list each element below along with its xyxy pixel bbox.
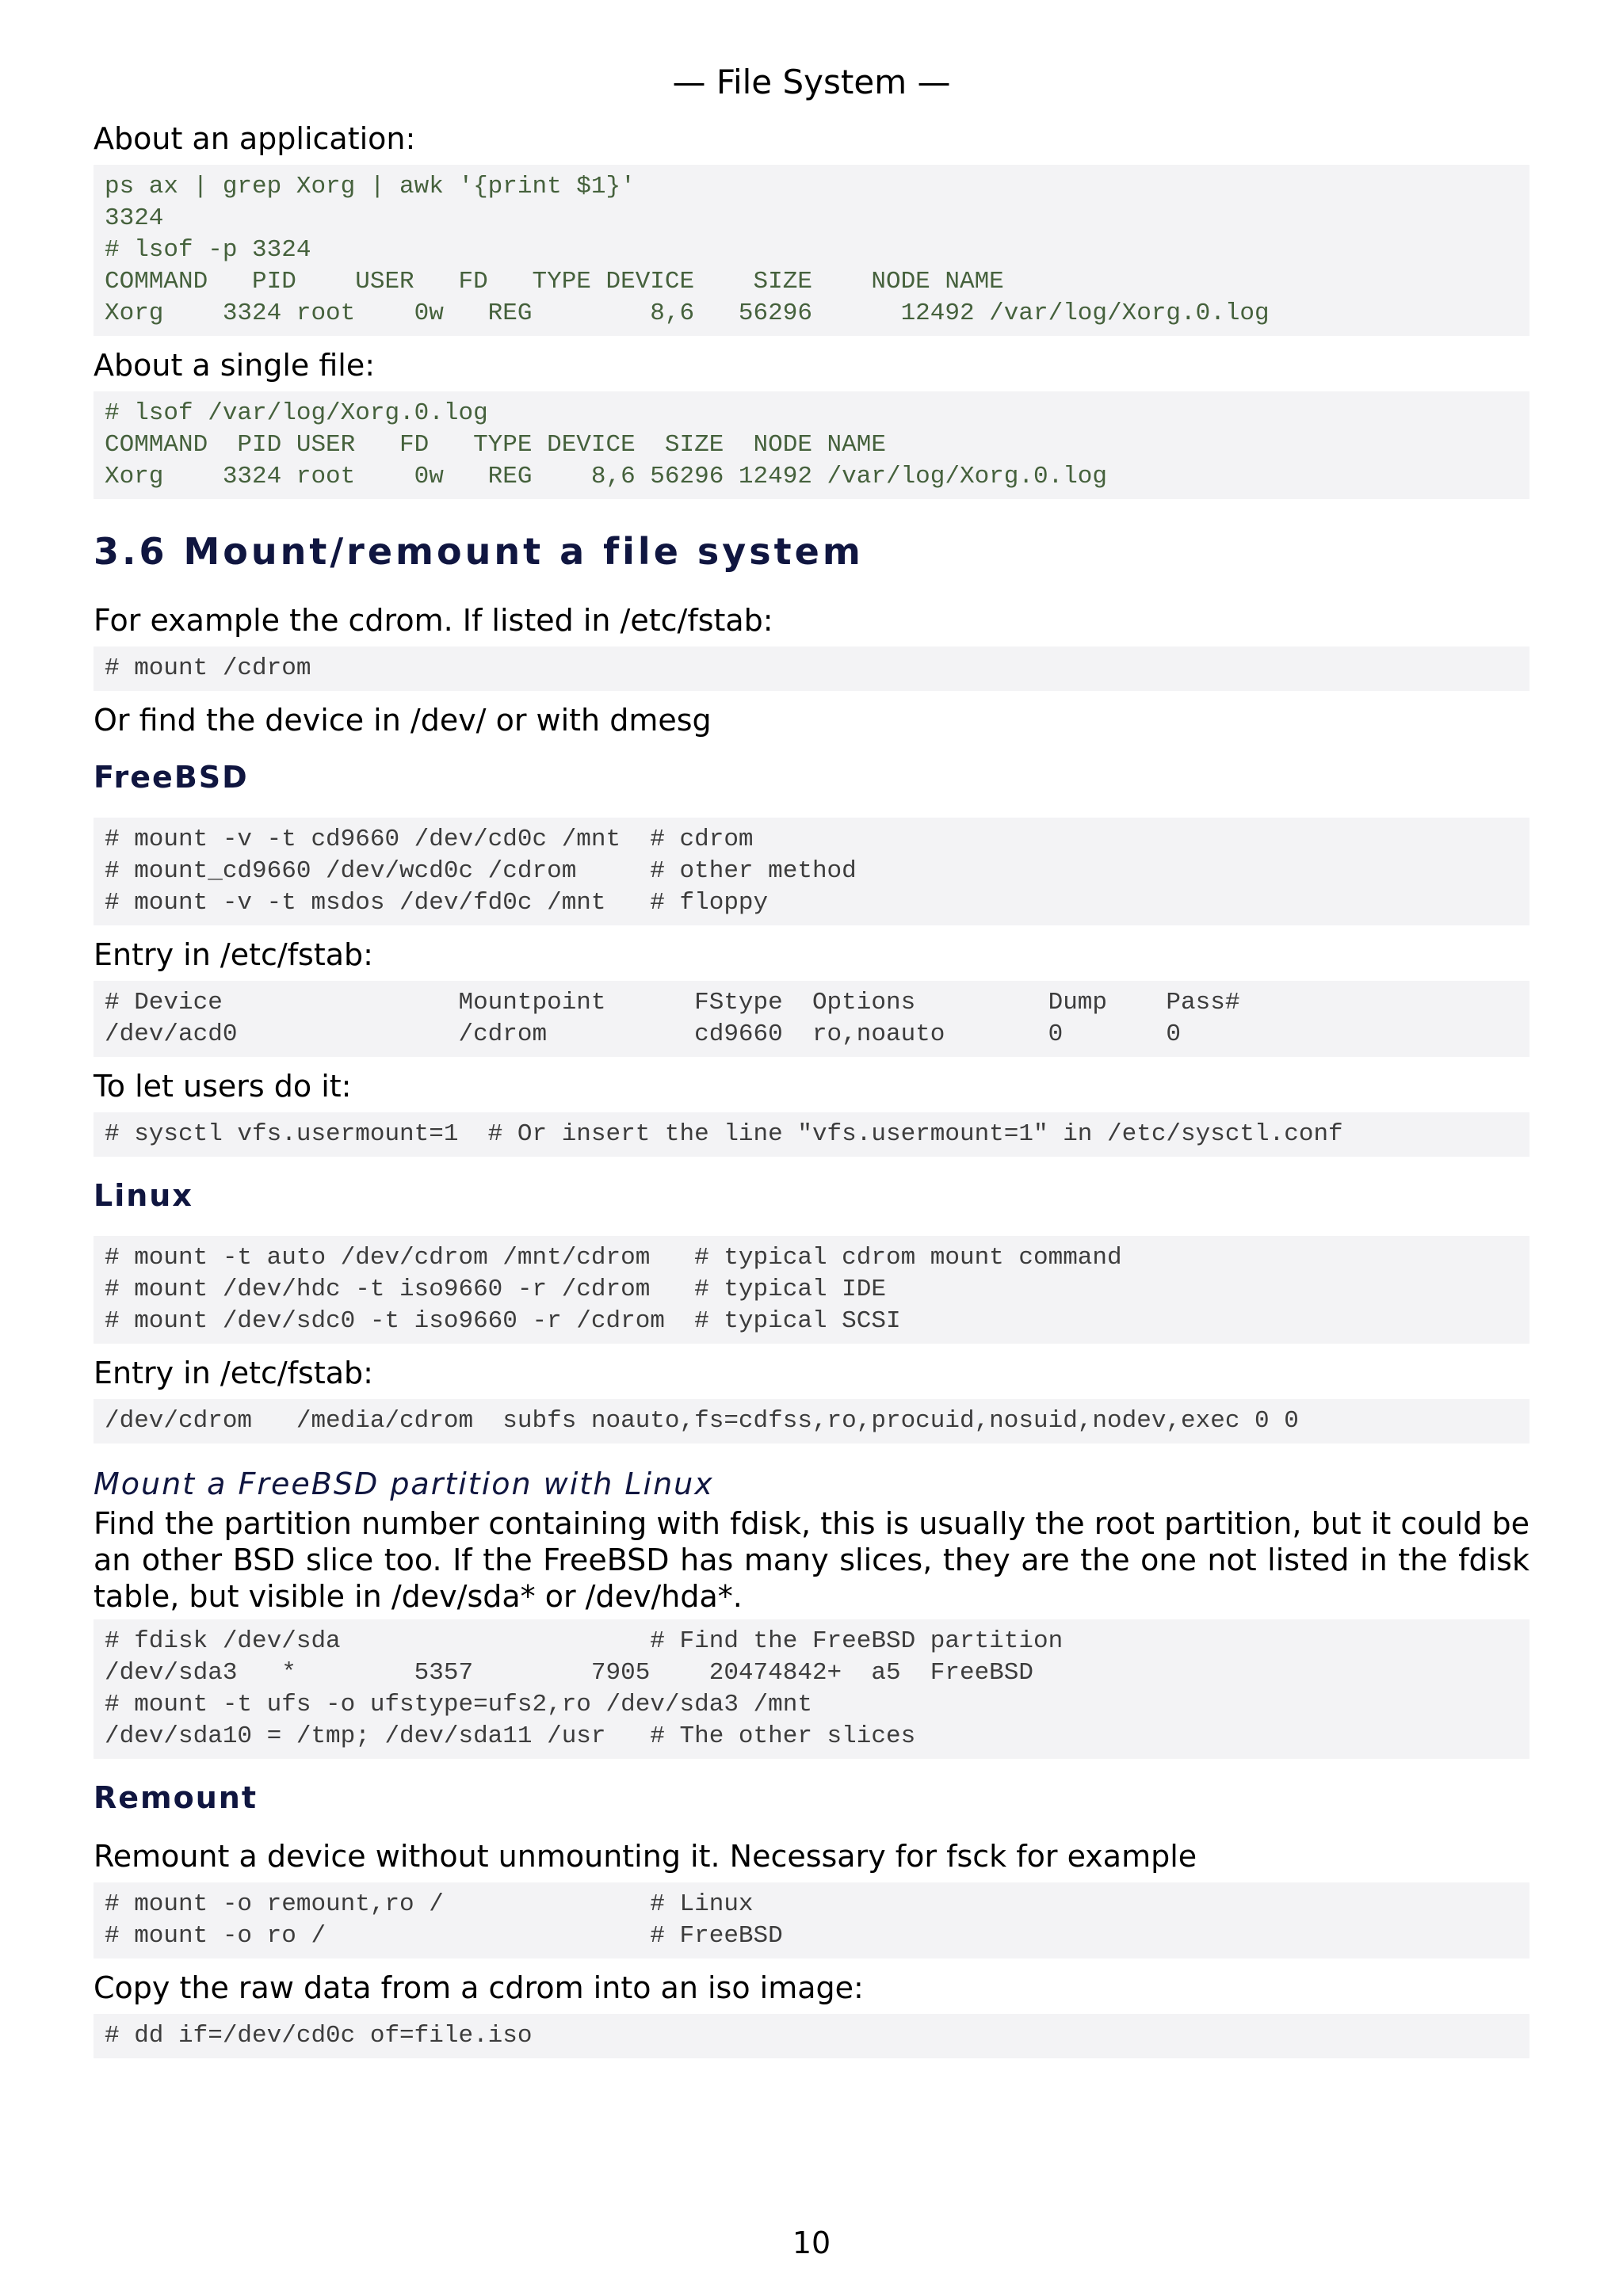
about-single-file-label: About a single file: — [94, 348, 376, 383]
freebsd-mount-code: # mount -v -t cd9660 /dev/cd0c /mnt # cdrom # mount_cd9660 /dev/wcd0c /cdrom # other method # mount -v -t msdos /dev/fd0c /mnt # floppy — [94, 818, 1529, 925]
remount-code: # mount -o remount,ro / # Linux # mount -o ro / # FreeBSD — [94, 1882, 1529, 1958]
find-device-text: Or find the device in /dev/ or with dmesg — [94, 703, 712, 738]
mount-freebsd-linux-heading: Mount a FreeBSD partition with Linux — [94, 1466, 714, 1501]
mount-freebsd-linux-paragraph: Find the partition number containing with fdisk, this is usually the root partition, but it could be an other BSD slice too. If the FreeBSD has many slices, they are the one not listed in the fdisk table, but visible in /dev/sda* or /dev/hda*. — [94, 1506, 1529, 1614]
linux-mount-code: # mount -t auto /dev/cdrom /mnt/cdrom # typical cdrom mount command # mount /dev/hdc -t iso9660 -r /cdrom # typical IDE # mount /dev/sdc0 -t iso9660 -r /cdrom # typical SCSI — [94, 1236, 1529, 1344]
section-title: 3.6 Mount/remount a file system — [94, 530, 864, 573]
linux-heading: Linux — [94, 1178, 193, 1213]
page-header: — File System — — [672, 63, 951, 101]
linux-fstab-code: /dev/cdrom /media/cdrom subfs noauto,fs=cdfss,ro,procuid,nosuid,nodev,exec 0 0 — [94, 1399, 1529, 1444]
mount-cdrom-code: # mount /cdrom — [94, 646, 1529, 691]
dd-iso-code: # dd if=/dev/cd0c of=file.iso — [94, 2014, 1529, 2058]
cdrom-intro: For example the cdrom. If listed in /etc/fstab: — [94, 603, 773, 638]
freebsd-heading: FreeBSD — [94, 760, 249, 795]
linux-fstab-label: Entry in /etc/fstab: — [94, 1356, 373, 1390]
freebsd-fstab-label: Entry in /etc/fstab: — [94, 937, 373, 972]
page-content — [94, 120, 1529, 2069]
freebsd-fstab-code: # Device Mountpoint FStype Options Dump Pass# /dev/acd0 /cdrom cd9660 ro,noauto 0 0 — [94, 981, 1529, 1057]
freebsd-sysctl-code: # sysctl vfs.usermount=1 # Or insert the line "vfs.usermount=1" in /etc/sysctl.conf — [94, 1112, 1529, 1157]
fdisk-mount-code: # fdisk /dev/sda # Find the FreeBSD partition /dev/sda3 * 5357 7905 20474842+ a5 FreeBSD # mount -t ufs -o ufstype=ufs2,ro /dev/sda3 /mnt /dev/sda10 = /tmp; /dev/sda11 /usr # The other slices — [94, 1619, 1529, 1759]
page-number: 10 — [792, 2225, 831, 2260]
freebsd-users-label: To let users do it: — [94, 1069, 352, 1104]
about-application-label: About an application: — [94, 121, 416, 156]
lsof-application-code: ps ax | grep Xorg | awk '{print $1}' 3324 # lsof -p 3324 COMMAND PID USER FD TYPE DEVICE SIZE NODE NAME Xorg 3324 root 0w REG 8,6 56296 12492 /var/log/Xorg.0.log — [94, 165, 1529, 336]
copy-iso-label: Copy the raw data from a cdrom into an iso image: — [94, 1970, 864, 2005]
remount-heading: Remount — [94, 1780, 258, 1815]
remount-intro: Remount a device without unmounting it. Necessary for fsck for example — [94, 1839, 1197, 1874]
lsof-file-code: # lsof /var/log/Xorg.0.log COMMAND PID USER FD TYPE DEVICE SIZE NODE NAME Xorg 3324 root 0w REG 8,6 56296 12492 /var/log/Xorg.0.log — [94, 391, 1529, 499]
